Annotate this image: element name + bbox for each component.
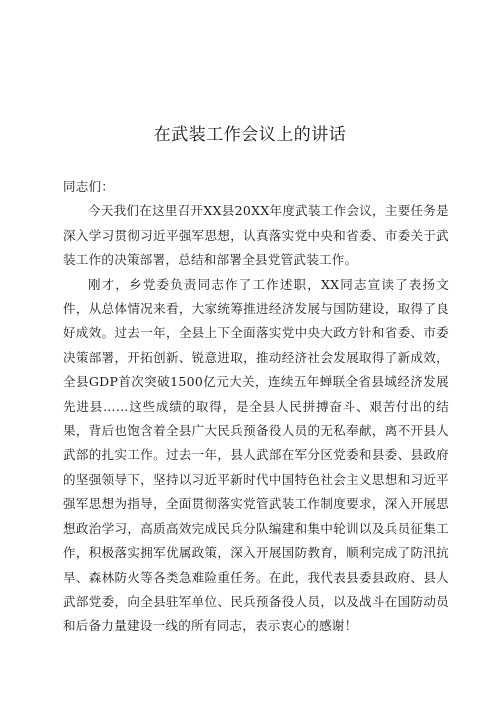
paragraph-review: 刚才，乡党委负责同志作了工作述职，XX同志宣读了表扬文件，从总体情况来看，大家统筹推进经济发展与国防建设，取得了良好成效。过去一年，全县上下全面落实党中央大政方针和省委、市委决策部署，开拓创新、锐意进取，推动经济社会发展取得了新成效，全县GDP首次突破1500亿元大关，连续五年蝉联全省县域经济发展先进县……这些成绩的取得，是全县人民拼搏奋斗、艰苦付出的结果，背后也饱含着全县广大民兵预备役人员的无私奉献，离不开县人武部的扎实工作。过去一年，县人武部在军分区党委和县委、县政府的坚强领导下，坚持以习近平新时代中国特色社会主义思想和习近平强军思想为指导，全面贯彻落实党管武装工作制度要求，深入开展思想政治学习，高质高效完成民兵分队编建和集中轮训以及兵员征集工作，积极落实拥军优属政策，深入开展国防教育，顺利完成了防汛抗旱、森林防火等各类急难险重任务。在此，我代表县委县政府、县人武部党委，向全县驻军单位、民兵预备役人员，以及战斗在国防动员和后备力量建设一线的所有同志，表示衷心的感谢！ [63,276,449,634]
salutation: 同志们： [63,179,115,194]
paragraph-opening: 今天我们在这里召开XX县20XX年度武装工作会议，主要任务是深入学习贯彻习近平强军思想，认真落实党中央和省委、市委关于武装工作的决策部署，总结和部署全县党管武装工作。 [63,203,449,268]
document-body [63,175,449,639]
document-title: 在武装工作会议上的讲话 [153,125,347,145]
